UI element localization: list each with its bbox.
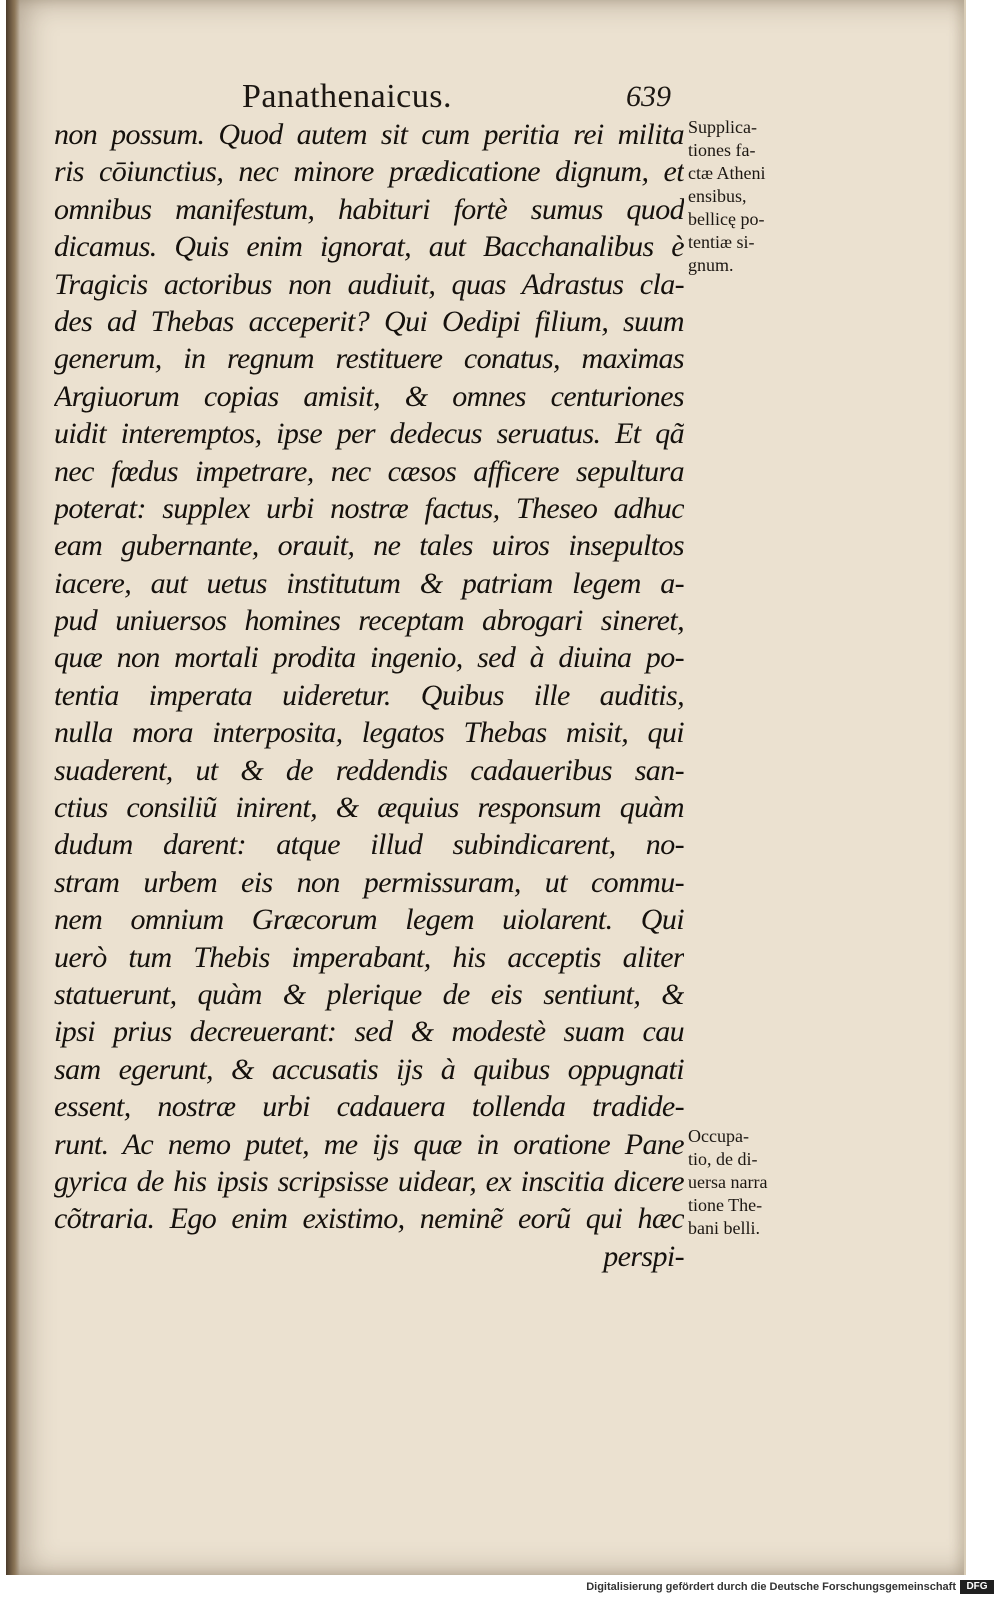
text-line: ipsi prius decreuerant: sed & modestè suam cau [54, 1015, 684, 1049]
text-line: dudum darent: atque illud subindicarent, no- [54, 828, 684, 862]
digitization-footer [0, 1578, 1000, 1598]
margin-note-line: gnum. [688, 255, 734, 275]
main-text-block [54, 116, 684, 1275]
text-line: runt. Ac nemo putet, me ijs quæ in oratione Pane [54, 1127, 684, 1161]
text-line: nec fœdus impetrare, nec cæsos afficere sepultura [54, 454, 684, 488]
text-line: generum, in regnum restituere conatus, maximas [54, 342, 684, 376]
text-line: statuerunt, quàm & plerique de eis sentiunt, & [54, 977, 684, 1011]
page-number: 639 [626, 80, 671, 113]
dfg-logo: DFG [960, 1580, 994, 1594]
margin-note-line: Occupa- [688, 1126, 749, 1146]
text-line: cõtraria. Ego enim existimo, neminẽ eorũ qui hæc [54, 1202, 684, 1236]
running-title: Panathenaicus. [242, 78, 452, 115]
margin-note-line: Supplica- [688, 117, 757, 137]
text-line: omnibus manifestum, habituri fortè sumus quod [54, 192, 684, 226]
text-line: uerò tum Thebis imperabant, his acceptis aliter [54, 940, 684, 974]
margin-note-line: tentiæ si- [688, 232, 755, 252]
text-line: quæ non mortali prodita ingenio, sed à diuina po- [54, 641, 684, 675]
text-line: non possum. Quod autem sit cum peritia rei milita [54, 118, 684, 151]
margin-note-line: tione The- [688, 1195, 763, 1215]
text-line: pud uniuersos homines receptam abrogari sineret, [54, 604, 684, 638]
text-line: ctius consiliũ inirent, & æquius responsum quàm [54, 791, 684, 825]
margin-note-occupatio [688, 1125, 808, 1240]
text-line: Tragicis actoribus non audiuit, quas Adrastus cla- [54, 267, 684, 301]
text-line: des ad Thebas acceperit? Qui Oedipi filium, suum [54, 304, 684, 338]
margin-note-supplicationes [688, 116, 808, 277]
text-line: poterat: supplex urbi nostræ factus, Theseo adhuc [54, 491, 684, 525]
text-line: Argiuorum copias amisit, & omnes centuriones [54, 379, 684, 413]
margin-note-line: ensibus, [688, 186, 747, 206]
text-line: essent, nostræ urbi cadauera tollenda tradide- [54, 1090, 684, 1124]
text-line: uidit interemptos, ipse per dedecus seruatus. Et qã [54, 417, 684, 451]
text-line: ris cōiunctius, nec minore prædicatione dignum, et [54, 155, 684, 189]
funding-credit: Digitalisierung gefördert durch die Deutsche Forschungsgemeinschaft [586, 1581, 956, 1593]
text-line: stram urbem eis non permissuram, ut commu- [54, 865, 684, 899]
margin-note-line: uersa narra [688, 1172, 768, 1192]
margin-note-line: tiones fa- [688, 140, 756, 160]
margin-note-line: tio, de di- [688, 1149, 758, 1169]
book-page [6, 0, 966, 1575]
text-line: nem omnium Græcorum legem uiolarent. Qui [54, 903, 684, 937]
text-line: tentia imperata uideretur. Quibus ille auditis, [54, 678, 684, 712]
margin-note-line: ctæ Atheni [688, 163, 766, 183]
page-gutter-shadow [6, 0, 20, 1575]
text-line: nulla mora interposita, legatos Thebas misit, qui [54, 716, 684, 750]
text-line: eam gubernante, orauit, ne tales uiros insepultos [54, 529, 684, 563]
text-line: suaderent, ut & de reddendis cadaueribus san- [54, 753, 684, 787]
margin-note-line: bellicę po- [688, 209, 765, 229]
text-line: gyrica de his ipsis scripsisse uidear, ex inscitia dicere [54, 1164, 684, 1198]
text-line: iacere, aut uetus institutum & patriam legem a- [54, 566, 684, 600]
margin-note-line: bani belli. [688, 1218, 760, 1238]
text-line: perspi- [603, 1239, 684, 1273]
text-line: sam egerunt, & accusatis ijs à quibus oppugnati [54, 1052, 684, 1086]
text-line: dicamus. Quis enim ignorat, aut Bacchanalibus è [54, 230, 684, 264]
